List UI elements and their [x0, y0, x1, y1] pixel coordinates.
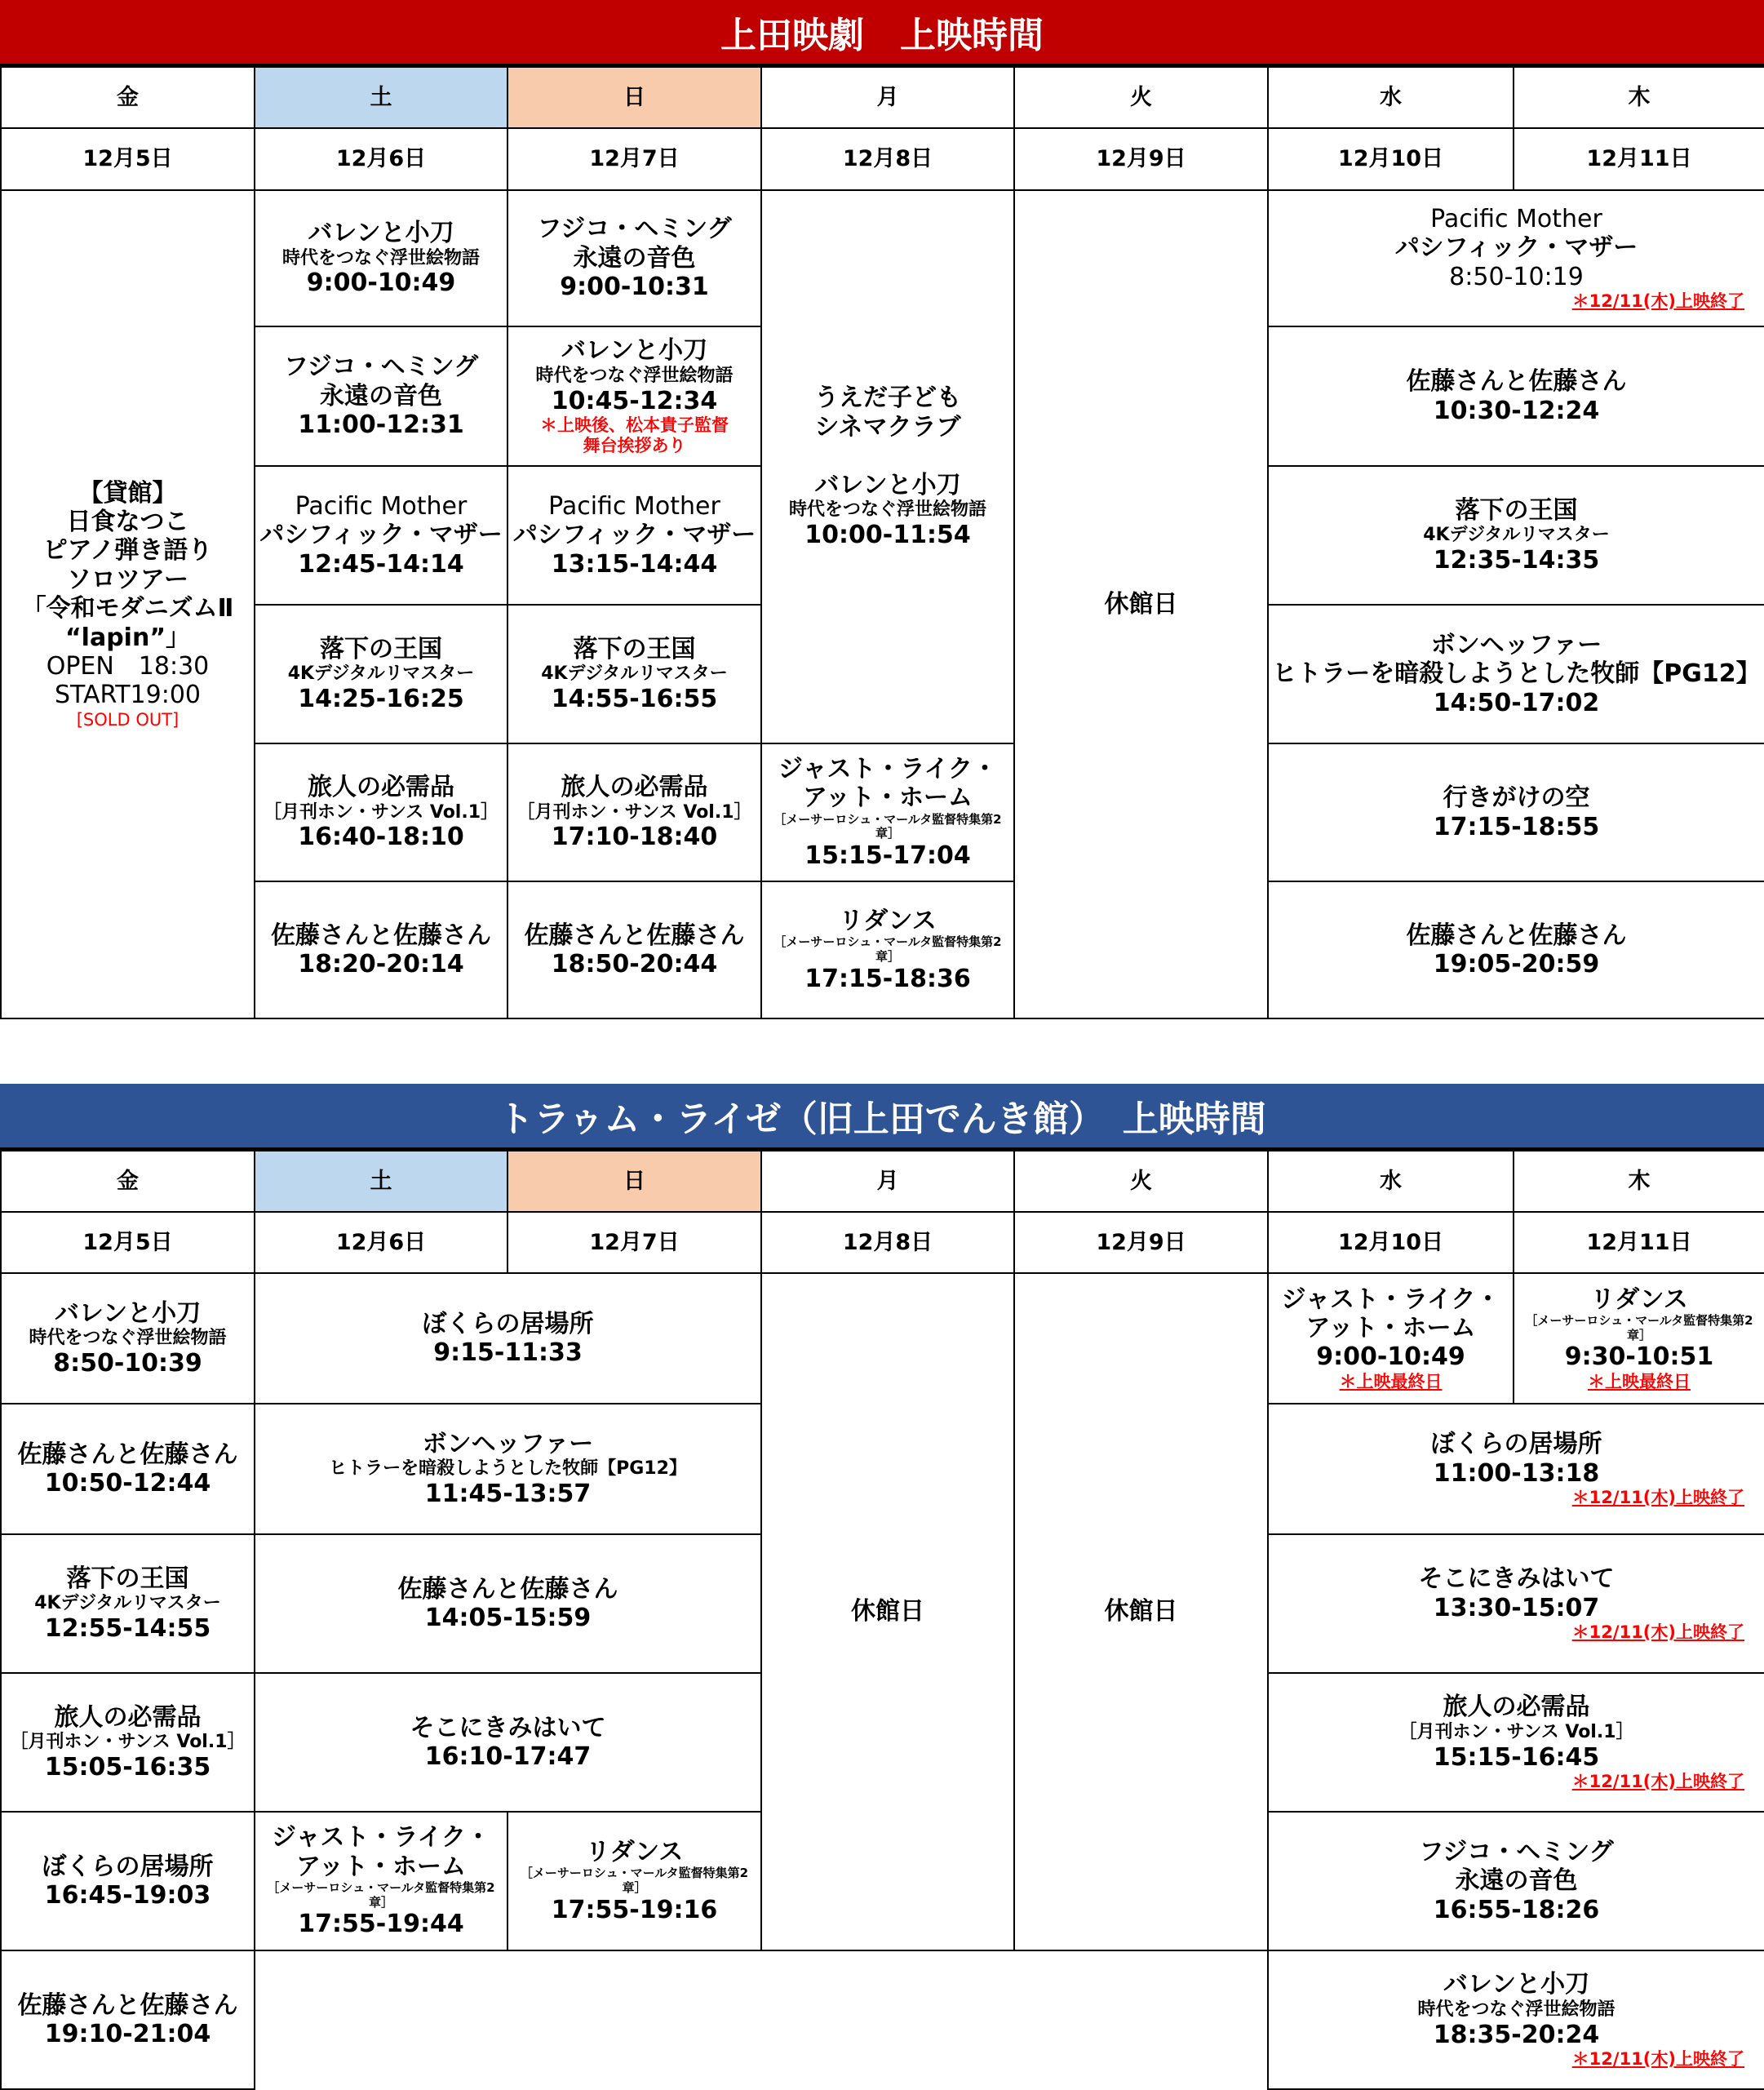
movie-title: フジコ・ヘミング	[283, 353, 479, 382]
movie-subtitle: ［メーサーロシュ・マールタ監督特集第2章］	[1525, 1312, 1753, 1342]
movie-title: 落下の王国	[573, 634, 696, 663]
movie-title: ジャスト・ライク・	[778, 754, 997, 783]
day-sat: 土	[255, 1151, 507, 1212]
date-cell: 12月9日	[1014, 1212, 1268, 1273]
schedule-table	[0, 66, 1764, 1019]
day-sun: 日	[507, 1151, 761, 1212]
showtime: 17:15-18:36	[804, 964, 971, 993]
date-cell: 12月5日	[1, 128, 255, 190]
date-cell: 12月7日	[507, 1212, 761, 1273]
showtime-cell	[1, 1950, 255, 2089]
date-cell: 12月9日	[1014, 128, 1268, 190]
movie-title: ボンヘッファー	[1430, 630, 1602, 659]
date-row	[1, 128, 1764, 190]
movie-title: バレンと小刀	[308, 219, 454, 248]
movie-title: Pacific Mother	[295, 491, 468, 521]
showtime: 15:05-16:35	[44, 1752, 211, 1782]
movie-subtitle: 4Kデジタルリマスター	[541, 663, 728, 685]
showtime: 14:55-16:55	[551, 684, 718, 713]
weekday-row	[1, 67, 1764, 128]
closed-day-cell: 休館日	[761, 1273, 1014, 1950]
movie-subtitle: ［メーサーロシュ・マールタ監督特集第2章］	[773, 811, 1002, 841]
movie-title: Pacific Mother	[1430, 205, 1602, 234]
movie-subtitle: ［メーサーロシュ・マールタ監督特集第2章］	[267, 1880, 495, 1910]
date-cell: 12月7日	[507, 128, 761, 190]
movie-title: 佐藤さんと佐藤さん	[1406, 367, 1627, 397]
last-day-note: ＊上映最終日	[1588, 1371, 1691, 1391]
showtime-cell	[507, 743, 761, 881]
movie-title: リダンス	[839, 906, 937, 935]
artist-name: 日食なつこ	[66, 507, 189, 536]
showtime: 18:20-20:14	[298, 950, 464, 978]
showtime-cell	[255, 1812, 507, 1950]
showtime: 13:15-14:44	[551, 549, 718, 579]
date-cell: 12月10日	[1268, 128, 1514, 190]
showtime: 11:00-12:31	[298, 410, 464, 440]
closed-day-cell: 休館日	[1014, 1273, 1268, 1950]
showtime-cell	[1268, 190, 1764, 326]
movie-title: リダンス	[585, 1837, 684, 1866]
movie-title: 佐藤さんと佐藤さん	[271, 921, 491, 950]
showtime-cell	[761, 190, 1014, 743]
movie-title: ボンヘッファー	[422, 1429, 594, 1458]
movie-subtitle: ヒトラーを暗殺しようとした牧師【PG12】	[329, 1458, 687, 1480]
end-note: ＊12/11(木)上映終了	[1571, 291, 1744, 312]
showtime: 10:30-12:24	[1433, 396, 1600, 425]
showtime-cell	[255, 1273, 761, 1404]
movie-title: ぼくらの居場所	[1430, 1430, 1602, 1459]
open-time: OPEN 18:30	[46, 651, 210, 681]
movie-title: 旅人の必需品	[54, 1702, 202, 1732]
movie-title: バレンと小刀	[1443, 1970, 1590, 1999]
movie-title: フジコ・ヘミング	[1419, 1837, 1614, 1866]
showtime: 17:10-18:40	[551, 823, 718, 852]
showtime-cell	[1268, 1273, 1514, 1404]
movie-title-line2: 永遠の音色	[320, 381, 442, 410]
movie-subtitle: 時代をつなぐ浮世絵物語	[281, 247, 480, 268]
closed-day-cell: 休館日	[1014, 190, 1268, 1018]
movie-title-line2: 永遠の音色	[1455, 1866, 1578, 1896]
showtime: 14:05-15:59	[424, 1604, 592, 1632]
day-fri: 金	[1, 67, 255, 128]
showtime: 14:25-16:25	[298, 684, 464, 713]
showtime-cell	[255, 605, 507, 743]
movie-subtitle: 時代をつなぐ浮世絵物語	[1417, 1999, 1616, 2020]
showtime-cell	[1, 1812, 255, 1950]
showtime: 10:45-12:34	[551, 386, 718, 415]
showtime-cell	[761, 881, 1014, 1018]
day-thu: 木	[1514, 1151, 1764, 1212]
event-line: ソロツアー	[66, 565, 189, 594]
event-note: ＊上映後、松本貴子監督	[540, 415, 729, 436]
movie-title-line2: アット・ホーム	[1305, 1313, 1476, 1342]
rental-label: 【貸館】	[78, 478, 177, 508]
movie-title: そこにきみはいて	[410, 1713, 606, 1742]
showtime-cell	[1, 1673, 255, 1812]
showtime-cell	[1268, 743, 1764, 881]
day-tue: 火	[1014, 67, 1268, 128]
movie-subtitle: 時代をつなぐ浮世絵物語	[788, 499, 986, 521]
movie-title: Pacific Mother	[548, 491, 720, 521]
showtime: 9:00-10:49	[1316, 1342, 1465, 1372]
movie-title: 佐藤さんと佐藤さん	[524, 921, 745, 950]
day-wed: 水	[1268, 1151, 1514, 1212]
showtime: 18:35-20:24	[1433, 2020, 1600, 2049]
showtime-cell	[507, 1812, 761, 1950]
schedule-traumreise	[0, 1084, 1764, 2090]
showtime: 9:00-10:31	[560, 273, 709, 302]
showtime-cell	[1268, 1950, 1764, 2089]
movie-subtitle: ［メーサーロシュ・マールタ監督特集第2章］	[773, 934, 1002, 964]
movie-title-line2: アット・ホーム	[803, 783, 973, 813]
showtime-cell	[1514, 1273, 1764, 1404]
showtime: 12:45-14:14	[298, 549, 464, 579]
movie-title: ぼくらの居場所	[422, 1309, 594, 1338]
end-note: ＊12/11(木)上映終了	[1571, 1488, 1744, 1507]
last-day-note: ＊上映最終日	[1339, 1371, 1443, 1391]
showtime-cell	[507, 326, 761, 466]
showtime-cell	[1268, 1404, 1764, 1534]
showtime: 12:35-14:35	[1433, 545, 1600, 575]
showtime-cell	[255, 743, 507, 881]
showtime-cell	[1268, 881, 1764, 1018]
showtime-cell	[507, 466, 761, 605]
showtime-cell	[1268, 605, 1764, 743]
movie-title: 旅人の必需品	[1443, 1693, 1590, 1722]
movie-subtitle: ［月刊ホン・サンス Vol.1］	[10, 1732, 246, 1753]
movie-subtitle: ［月刊ホン・サンス Vol.1］	[263, 801, 499, 823]
day-wed: 水	[1268, 67, 1514, 128]
showtime: 9:00-10:49	[306, 268, 456, 298]
showtime-cell	[1268, 1812, 1764, 1950]
movie-title-line2: パシフィック・マザー	[259, 521, 503, 550]
movie-title-line2: パシフィック・マザー	[1394, 233, 1638, 263]
showtime: 11:45-13:57	[424, 1479, 592, 1508]
section-title: トラゥム・ライゼ（旧上田でんき館） 上映時間	[498, 1098, 1266, 1140]
showtime-cell	[255, 326, 507, 466]
showtime: 11:00-13:18	[1433, 1458, 1600, 1488]
day-tue: 火	[1014, 1151, 1268, 1212]
showtime-cell	[1268, 1673, 1764, 1812]
showtime-cell	[1, 1404, 255, 1534]
movie-subtitle: ［月刊ホン・サンス Vol.1］	[1398, 1721, 1634, 1742]
movie-title: 落下の王国	[320, 634, 442, 663]
showtime: 9:15-11:33	[433, 1338, 583, 1367]
event-line: “lapin”」	[64, 623, 191, 652]
movie-title: 佐藤さんと佐藤さん	[17, 1990, 238, 2020]
event-title-line2: シネマクラブ	[814, 412, 961, 442]
showtime: 8:50-10:19	[1449, 262, 1584, 291]
showtime: 17:15-18:55	[1433, 812, 1600, 841]
showtime-cell	[507, 881, 761, 1018]
showtime: 17:55-19:44	[298, 1910, 464, 1939]
showtime-cell	[1268, 1534, 1764, 1673]
showtime: 14:50-17:02	[1433, 688, 1600, 717]
movie-title: フジコ・ヘミング	[537, 215, 732, 244]
showtime: 16:45-19:03	[44, 1881, 211, 1910]
movie-title-line2: 永遠の音色	[573, 243, 696, 273]
showtime-cell	[255, 1673, 761, 1812]
movie-title: ジャスト・ライク・	[1281, 1285, 1500, 1314]
event-line: ピアノ弾き語り	[42, 536, 213, 566]
movie-title: バレンと小刀	[561, 336, 708, 366]
showtime: 12:55-14:55	[44, 1613, 211, 1643]
showtime: 19:05-20:59	[1433, 950, 1600, 978]
movie-title: そこにきみはいて	[1418, 1564, 1615, 1594]
movie-title: 佐藤さんと佐藤さん	[1406, 921, 1627, 950]
date-cell: 12月10日	[1268, 1212, 1514, 1273]
showtime-cell	[1, 1534, 255, 1673]
movie-subtitle: 時代をつなぐ浮世絵物語	[535, 365, 734, 386]
event-note: 舞台挨拶あり	[583, 435, 686, 455]
end-note: ＊12/11(木)上映終了	[1571, 1622, 1744, 1642]
showtime-cell	[1268, 326, 1764, 466]
date-cell: 12月6日	[255, 128, 507, 190]
movie-subtitle: 4Kデジタルリマスター	[287, 663, 475, 685]
date-cell: 12月8日	[761, 128, 1014, 190]
showtime: 8:50-10:39	[53, 1348, 202, 1378]
showtime: 16:55-18:26	[1433, 1895, 1600, 1924]
date-cell: 12月6日	[255, 1212, 507, 1273]
empty-cell	[255, 1950, 1268, 2089]
showtime-cell	[255, 466, 507, 605]
movie-title-line2: ヒトラーを暗殺しようとした牧師【PG12】	[1272, 659, 1761, 689]
day-sun: 日	[507, 67, 761, 128]
movie-title: 行きがけの空	[1443, 783, 1590, 813]
date-row	[1, 1212, 1764, 1273]
movie-subtitle: ［メーサーロシュ・マールタ監督特集第2章］	[520, 1866, 749, 1895]
showtime: 16:10-17:47	[424, 1742, 592, 1771]
showtime: 16:40-18:10	[298, 823, 464, 852]
showtime: 9:30-10:51	[1564, 1342, 1714, 1372]
showtime-cell	[1, 1273, 255, 1404]
end-note: ＊12/11(木)上映終了	[1571, 1771, 1744, 1791]
movie-title: 落下の王国	[1455, 495, 1578, 525]
rental-event-cell	[1, 190, 255, 1018]
event-title: うえだ子ども	[814, 384, 961, 413]
showtime: 15:15-16:45	[1433, 1742, 1600, 1772]
showtime-cell	[1268, 466, 1764, 605]
movie-title: バレンと小刀	[814, 471, 961, 500]
movie-title: 旅人の必需品	[308, 773, 454, 802]
sold-out-note: [SOLD OUT]	[76, 709, 180, 730]
showtime-cell	[255, 190, 507, 326]
movie-title: 佐藤さんと佐藤さん	[17, 1440, 238, 1469]
showtime: 13:30-15:07	[1433, 1593, 1600, 1622]
movie-title: リダンス	[1590, 1285, 1688, 1314]
movie-title: 落下の王国	[66, 1564, 189, 1593]
day-fri: 金	[1, 1151, 255, 1212]
movie-title: 佐藤さんと佐藤さん	[397, 1574, 618, 1604]
showtime: 10:00-11:54	[804, 521, 971, 550]
date-cell: 12月8日	[761, 1212, 1014, 1273]
start-time: START19:00	[54, 681, 201, 710]
section-title-banner	[0, 0, 1764, 66]
section-title: 上田映劇 上映時間	[720, 15, 1044, 56]
day-thu: 木	[1514, 67, 1764, 128]
showtime: 18:50-20:44	[551, 950, 718, 978]
day-sat: 土	[255, 67, 507, 128]
movie-title-line2: アット・ホーム	[296, 1852, 466, 1881]
movie-title-line2: パシフィック・マザー	[512, 521, 756, 550]
showtime-cell	[255, 881, 507, 1018]
showtime: 17:55-19:16	[551, 1895, 718, 1924]
day-mon: 月	[761, 1151, 1014, 1212]
showtime-cell	[507, 190, 761, 326]
showtime-cell	[507, 605, 761, 743]
showtime: 10:50-12:44	[44, 1469, 211, 1498]
showtime-cell	[761, 743, 1014, 881]
movie-title: ジャスト・ライク・	[272, 1823, 490, 1853]
movie-subtitle: ［月刊ホン・サンス Vol.1］	[516, 801, 752, 823]
movie-subtitle: 時代をつなぐ浮世絵物語	[29, 1328, 227, 1349]
showtime-cell	[255, 1404, 761, 1534]
movie-title: バレンと小刀	[54, 1298, 202, 1328]
movie-title: 旅人の必需品	[561, 773, 708, 802]
schedule-table	[0, 1150, 1764, 2090]
day-mon: 月	[761, 67, 1014, 128]
showtime: 19:10-21:04	[44, 2020, 211, 2048]
event-line: 「令和モダニズムⅡ	[21, 594, 234, 623]
movie-subtitle: 4Kデジタルリマスター	[34, 1593, 221, 1614]
movie-title: ぼくらの居場所	[42, 1852, 214, 1881]
showtime-cell	[255, 1534, 761, 1673]
date-cell: 12月11日	[1514, 128, 1764, 190]
section-title-banner	[0, 1084, 1764, 1150]
date-cell: 12月11日	[1514, 1212, 1764, 1273]
showtime: 15:15-17:04	[804, 841, 971, 870]
schedule-ueda-eigeki	[0, 0, 1764, 1019]
end-note: ＊12/11(木)上映終了	[1571, 2048, 1744, 2069]
movie-subtitle: 4Kデジタルリマスター	[1423, 525, 1610, 546]
date-cell: 12月5日	[1, 1212, 255, 1273]
weekday-row	[1, 1151, 1764, 1212]
